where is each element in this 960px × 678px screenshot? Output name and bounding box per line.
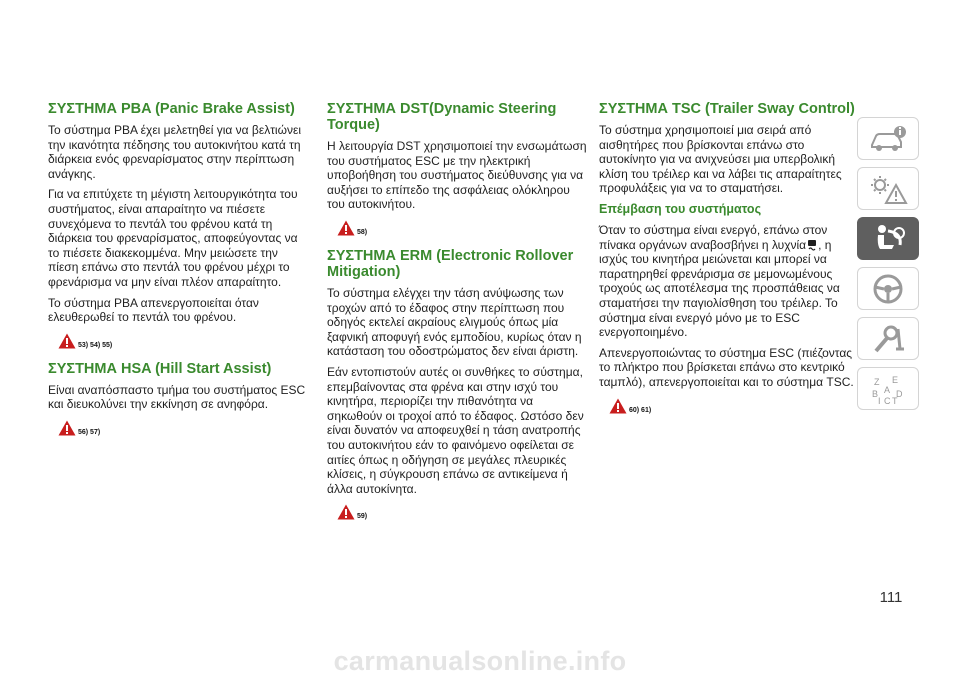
tsc-paragraph-1: Το σύστημα χρησιμοποιεί μια σειρά από αισθητήρες που βρίσκονται επάνω στο αυτοκίνητο για να ανιχνεύσει μια υπερβολική κλίση του τρέιλερ και να λάβει τις απαραίτητες προφυλάξεις για να το σταματήσει. [599, 123, 842, 196]
erm-warning [337, 502, 589, 520]
tab-driving[interactable] [857, 267, 919, 310]
warning-triangle-icon [609, 398, 627, 414]
dst-warning [337, 218, 589, 236]
tsc-warning [609, 396, 861, 414]
dst-title: ΣΥΣΤΗΜΑ DST(Dynamic Steering Torque) [327, 101, 557, 133]
erm-paragraph-1: Το σύστημα ελέγχει την τάση ανύψωσης των τροχών από το έδαφος στην περίπτωση που οδηγός εκτελεί ακραίους ελιγμούς όπως μία ξαφνική αποφυγή ενός εμποδίου, κυρίως όταν η κατάσταση του οδοστρώματος δεν είναι άριστη. [327, 285, 582, 359]
column-left [48, 101, 310, 448]
svg-text:A: A [884, 384, 891, 395]
footer-watermark: carmanualsonline.info [333, 646, 627, 676]
tsc-paragraph-2-start: Όταν το σύστημα είναι ενεργό, επάνω στον πίνακα οργάνων αναβοσβήνει η λυχνία [599, 222, 828, 252]
car-info-icon [868, 123, 908, 155]
pba-title: ΣΥΣΤΗΜΑ PBA (Panic Brake Assist) [48, 101, 295, 117]
svg-text:Z: Z [874, 376, 880, 387]
page-number: 111 [879, 589, 903, 606]
svg-text:E: E [892, 374, 899, 385]
svg-text:D: D [896, 388, 903, 399]
tsc-paragraph-2-end: , η ισχύς του κινητήρα μειώνεται και μπορεί να παρατηρηθεί φρενάρισμα σε μεμονωμένους τροχούς ως αποτέλεσμα της προσπάθειας να σταματήσει την παγιολίσθηση του τρέιλερ. Το σύστημα είναι ενεργό μόνο με το ESC ενεργοποιημένο. [599, 237, 840, 340]
pba-paragraph-2: Για να επιτύχετε τη μέγιστη λειτουργικότητα του συστήματος, είναι απαραίτητο να πιέσετε συνεχόμενα το πεντάλ του φρένου κατά τη διάρκεια του φρεναρίσματος, αποφεύγοντας να το πιέσετε διακεκομμένα. Μην μειώσετε την πίεση επάνω στο πεντάλ του φρένου μέχρι το φρενάρισμα να μην είναι πλέον απαραίτητο. [48, 187, 298, 289]
tab-car-info[interactable] [857, 117, 919, 160]
svg-text:C: C [884, 395, 891, 405]
alphabet-index-icon [868, 373, 908, 405]
warning-triangle-icon [58, 420, 76, 436]
warning-triangle-icon [337, 504, 355, 520]
column-middle [327, 101, 589, 532]
erm-title: ΣΥΣΤΗΜΑ ERM (Electronic Rollover Mitigation) [327, 247, 574, 280]
tsc-title: ΣΥΣΤΗΜΑ TSC (Trailer Sway Control) [599, 101, 855, 117]
warning-triangle-icon [58, 333, 76, 349]
tab-maintenance[interactable] [857, 317, 919, 360]
esc-warning-lamp-icon [807, 239, 817, 251]
tab-index[interactable] [857, 367, 919, 410]
warning-lights-icon [868, 173, 908, 205]
tab-safety[interactable] [857, 217, 919, 260]
warning-triangle-icon [337, 220, 355, 236]
svg-text:B: B [872, 388, 879, 399]
svg-text:I: I [878, 395, 881, 405]
tsc-paragraph-3: Απενεργοποιώντας το σύστημα ESC (πιέζοντας το πλήκτρο που βρίσκεται επάνω στο κεντρικό ταμπλό), απενεργοποιείται και το σύστημα TSC. [599, 345, 854, 389]
pba-paragraph-3: Το σύστημα PBA απενεργοποιείται όταν ελευθερωθεί το πεντάλ του φρένου. [48, 295, 259, 325]
hsa-title: ΣΥΣΤΗΜΑ HSA (Hill Start Assist) [48, 360, 272, 377]
warning-references: 58) [357, 228, 368, 236]
seat-safety-icon [868, 223, 908, 255]
column-right [599, 101, 861, 426]
tab-warning-lights[interactable] [857, 167, 919, 210]
steering-wheel-icon [868, 273, 908, 305]
pba-paragraph-1: Το σύστημα PBA έχει μελετηθεί για να βελτιώνει την ικανότητα πέδησης του αυτοκινήτου κατά τη διάρκεια ενός φρεναρίσματος στην περίπτωση ανάγκης. [48, 123, 301, 181]
top-bar [0, 0, 960, 48]
warning-references: 56) 57) [78, 428, 101, 436]
svg-text:T: T [892, 395, 898, 405]
pba-warning [58, 331, 310, 349]
warning-references: 59) [357, 513, 368, 521]
hsa-warning [58, 418, 310, 436]
warning-references: 60) 61) [629, 406, 652, 414]
dst-paragraph-1: Η λειτουργία DST χρησιμοποιεί την ενσωμάτωση του συστήματος ESC με την ηλεκτρική υποβοήθηση του συστήματος διεύθυνσης για να αυξήσει το επίπεδο της ασφάλειας ολόκληρου του αυτοκινήτου. [327, 139, 587, 212]
tsc-paragraph-2 [599, 223, 861, 340]
chapter-tabs [857, 117, 927, 417]
tools-icon [868, 323, 908, 355]
hsa-paragraph-1: Είναι αναπόσπαστο τμήμα του συστήματος ESC και διευκολύνει την εκκίνηση σε ανηφόρα. [48, 382, 306, 412]
tsc-subtitle: Επέμβαση του συστήματος [599, 201, 762, 216]
warning-references: 53) 54) 55) [78, 341, 113, 349]
erm-paragraph-2: Εάν εντοπιστούν αυτές οι συνθήκες το σύστημα, επεμβαίνοντας στα φρένα και στην ισχύ του κινητήρα, περιορίζει την πιθανότητα να σηκωθούν οι τροχοί από το έδαφος. Ωστόσο δεν είναι δυνατόν να αποφευχθεί η τάση ανατροπής του αυτοκινήτου εάν το φαινόμενο οφείλεται σε αιτίες όπως η οδήγηση σε μεγάλες πλευρικές κλίσεις, η σύγκρουση επάνω σε αντικείμενα ή άλλα αυτοκίνητα. [327, 364, 584, 496]
